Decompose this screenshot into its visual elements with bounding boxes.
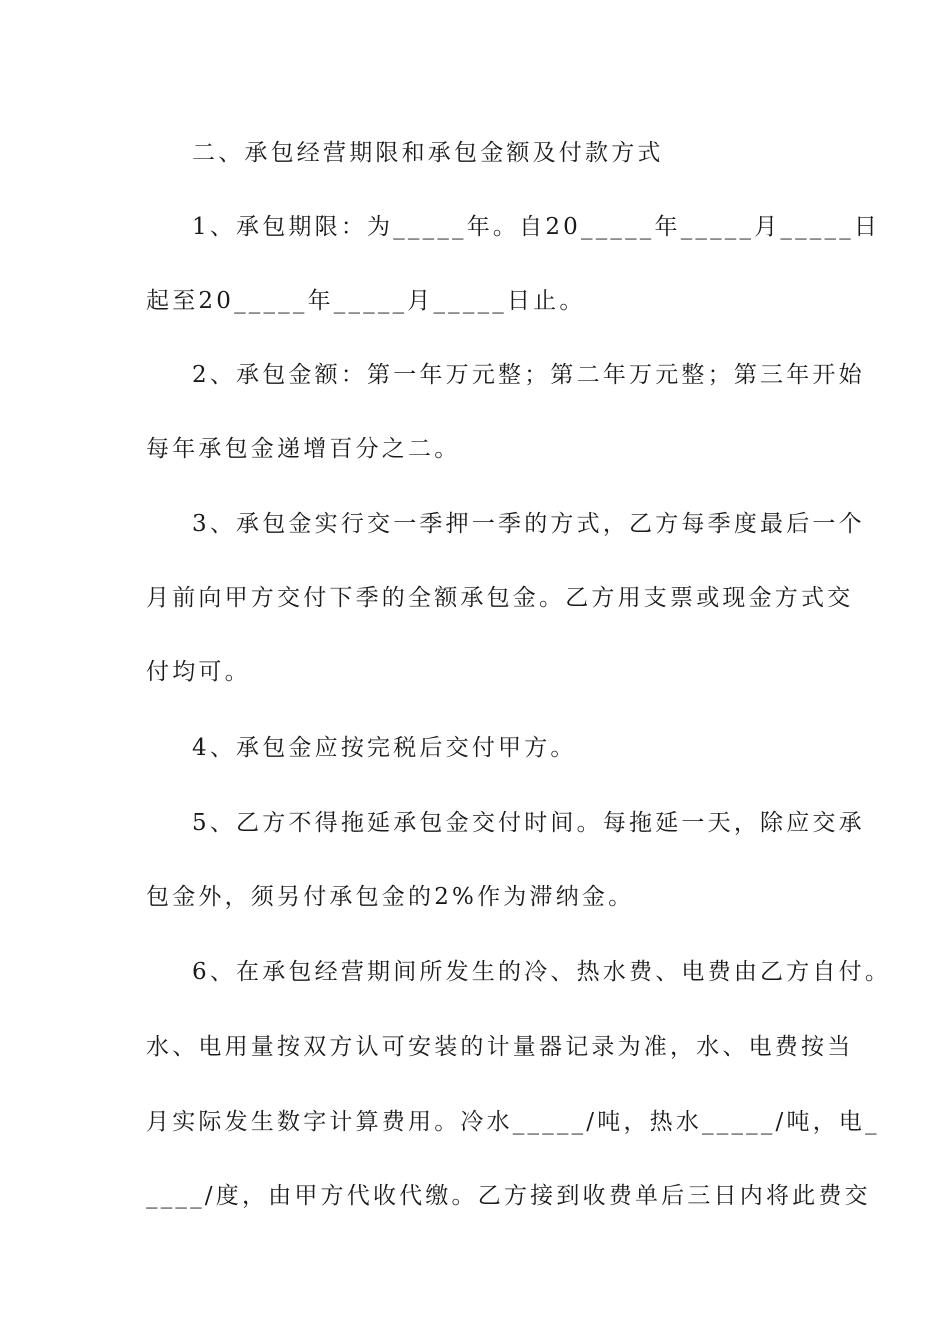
paragraph-line: 3、承包金实行交一季押一季的方式，乙方每季度最后一个 xyxy=(192,511,865,537)
paragraph-line: 月实际发生数字计算费用。冷水_____/吨，热水_____/吨，电_ xyxy=(146,1109,880,1135)
paragraph-line: 每年承包金递增百分之二。 xyxy=(146,436,461,462)
paragraph-line: 包金外，须另付承包金的2%作为滞纳金。 xyxy=(146,884,635,910)
paragraph-line: 起至20_____年_____月_____日止。 xyxy=(146,288,586,314)
paragraph-line: 4、承包金应按完税后交付甲方。 xyxy=(192,735,577,761)
paragraph-line: 6、在承包经营期间所发生的冷、热水费、电费由乙方自付。 xyxy=(192,959,892,985)
paragraph-line: 1、承包期限：为_____年。自20_____年_____月_____日 xyxy=(192,214,881,240)
paragraph-line: 付均可。 xyxy=(146,659,251,685)
paragraph-line: 月前向甲方交付下季的全额承包金。乙方用支票或现金方式交 xyxy=(146,585,854,611)
paragraph-line: 5、乙方不得拖延承包金交付时间。每拖延一天，除应交承 xyxy=(192,810,865,836)
section-heading: 二、承包经营期限和承包金额及付款方式 xyxy=(192,140,664,166)
paragraph-line: ____/度，由甲方代收代缴。乙方接到收费单后三日内将此费交 xyxy=(146,1183,871,1209)
paragraph-line: 2、承包金额：第一年万元整；第二年万元整；第三年开始 xyxy=(192,362,865,388)
paragraph-line: 水、电用量按双方认可安装的计量器记录为准，水、电费按当 xyxy=(146,1034,854,1060)
